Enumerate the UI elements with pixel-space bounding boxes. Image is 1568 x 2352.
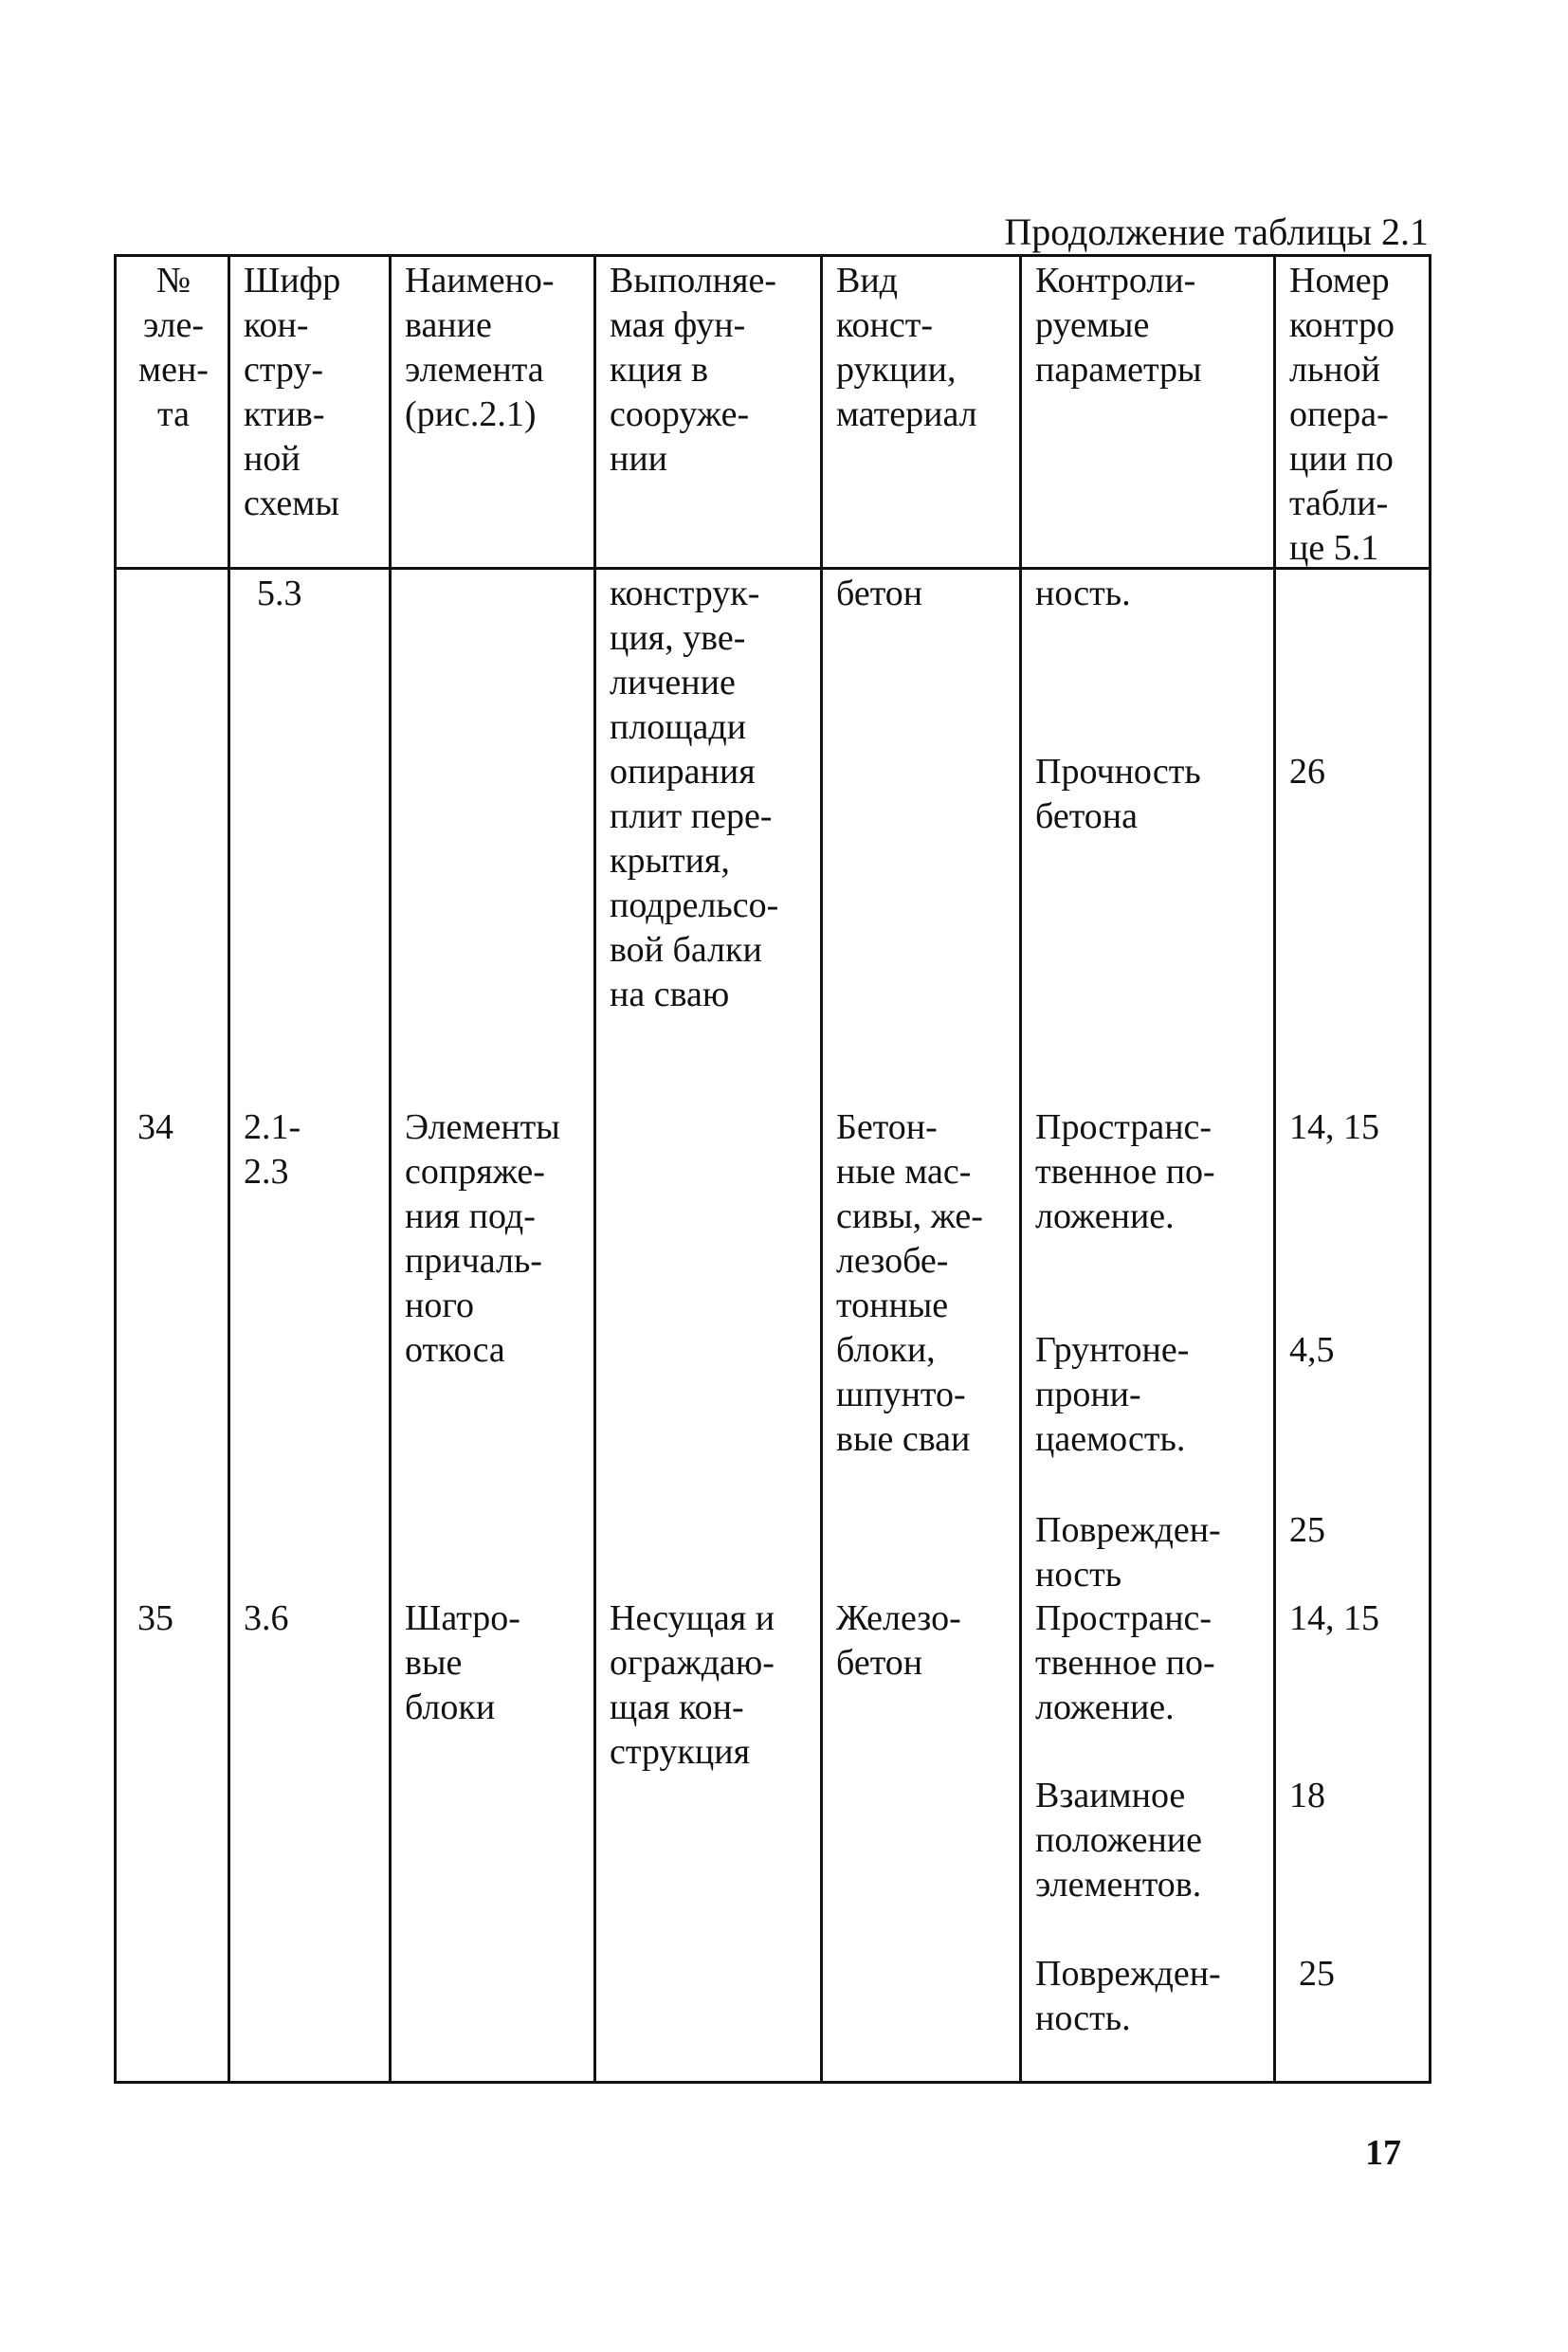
row34-element-name: Элементы сопряже- ния под- причаль- ного откоса xyxy=(405,1107,560,1370)
header-construction-type: Вид конст- рукции, материал xyxy=(836,261,977,434)
column-divider xyxy=(228,257,230,2081)
row34-number: 34 xyxy=(137,1107,173,1147)
row35-scheme-code: 3.6 xyxy=(244,1598,289,1638)
header-scheme-code: Шифр кон- стру- ктив- ной схемы xyxy=(244,261,341,523)
header-function: Выполняе- мая фун- кция в сооруже- нии xyxy=(610,261,777,479)
header-divider xyxy=(117,567,1429,570)
header-operation-number: Номер контро льной опера- ции по табли- це 5.1 xyxy=(1289,261,1395,568)
row34-param-3: Поврежден- ность xyxy=(1035,1510,1221,1595)
row35-operation-3: 25 xyxy=(1299,1954,1335,1994)
row35-number: 35 xyxy=(137,1598,173,1638)
header-controlled-params: Контроли- руемые параметры xyxy=(1035,261,1202,390)
page-number: 17 xyxy=(1365,2133,1401,2173)
row34-operation-3: 25 xyxy=(1289,1510,1325,1550)
cont-param-2: Прочность бетона xyxy=(1035,752,1201,836)
cont-scheme-code: 5.3 xyxy=(257,574,302,613)
cont-construction-type: бетон xyxy=(836,574,923,613)
row35-operation-2: 18 xyxy=(1289,1776,1325,1815)
column-divider xyxy=(820,257,823,2081)
row35-param-2: Взаимное положение элементов. xyxy=(1035,1776,1203,1905)
row35-operation-1: 14, 15 xyxy=(1289,1598,1379,1638)
column-divider xyxy=(593,257,596,2081)
row34-construction-type: Бетон- ные мас- сивы, же- лезобе- тонные блоки, шпунто- вые сваи xyxy=(836,1107,983,1459)
header-element-name: Наимено- вание элемента (рис.2.1) xyxy=(405,261,555,434)
row34-param-2: Грунтоне- прони- цаемость. xyxy=(1035,1330,1190,1459)
column-divider xyxy=(1019,257,1022,2081)
row34-operation-1: 14, 15 xyxy=(1289,1107,1379,1147)
row35-construction-type: Железо- бетон xyxy=(836,1598,961,1683)
cont-param-1: ность. xyxy=(1035,574,1131,613)
row35-function: Несущая и ограждаю- щая кон- струкция xyxy=(610,1598,775,1772)
row34-scheme-code: 2.1- 2.3 xyxy=(244,1107,301,1192)
row35-param-1: Пространс- твенное по- ложение. xyxy=(1035,1598,1215,1727)
column-divider xyxy=(389,257,392,2081)
data-table xyxy=(114,254,1431,2084)
column-divider xyxy=(1273,257,1276,2081)
table-caption: Продолжение таблицы 2.1 xyxy=(1004,210,1429,253)
row35-element-name: Шатро- вые блоки xyxy=(405,1598,520,1727)
cont-function: конструк- ция, уве- личение площади опирания плит пере- крытия, подрельсо- вой балки на сваю xyxy=(610,574,779,1014)
row34-operation-2: 4,5 xyxy=(1289,1330,1335,1370)
row34-param-1: Пространс- твенное по- ложение. xyxy=(1035,1107,1215,1236)
row35-param-3: Поврежден- ность. xyxy=(1035,1954,1221,2038)
header-element-number: № эле- мен- та xyxy=(138,261,209,434)
cont-operation-2: 26 xyxy=(1289,752,1325,792)
